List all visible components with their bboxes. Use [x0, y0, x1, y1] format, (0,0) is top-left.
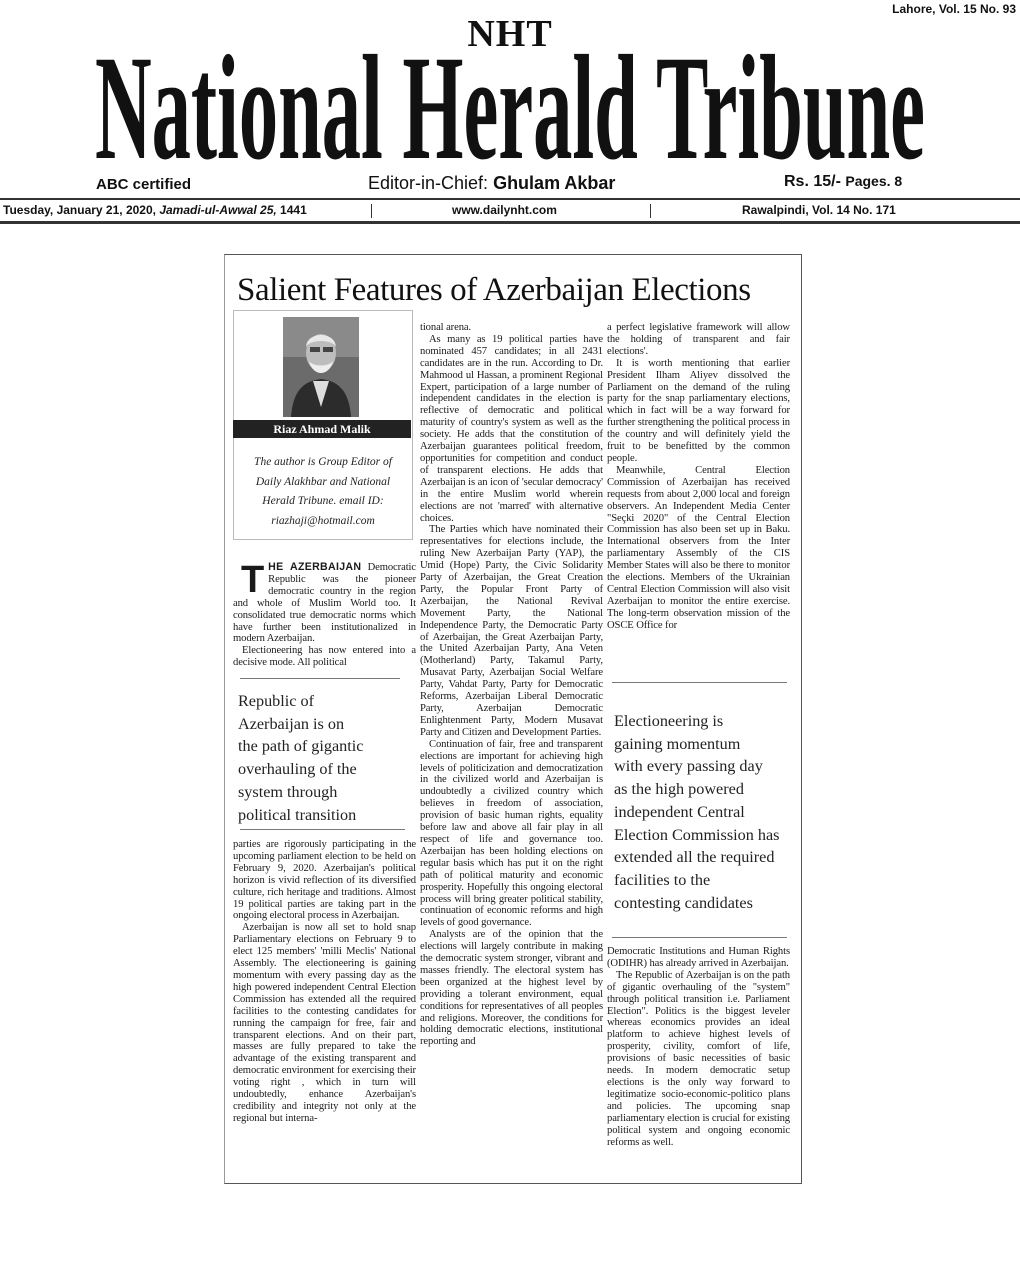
- paragraph: tional arena.: [420, 322, 472, 333]
- lead-paragraph: THE AZERBAIJAN Democratic Republic was the pioneer democratic country in the region and whole of Muslim World too. It consolidated true democratic norms which have further been institutionalized in modern Azerbaijan.: [233, 559, 416, 645]
- editor-label: Editor-in-Chief:: [368, 173, 489, 193]
- editor-name: Ghulam Akbar: [493, 173, 616, 193]
- article-headline: Salient Features of Azerbaijan Elections: [237, 272, 751, 308]
- pull-quote-line: gaining momentum: [614, 734, 741, 753]
- pull-quote-line: extended all the required: [614, 848, 775, 867]
- paragraph: Continuation of fair, free and transparent elections are important for achieving high levels of politicization and democratization in the civilized world and Azerbaijan is undoubtedly a civilized country which believes in freedom of association, provision of basic human rights, equality before law and above all fair play in all respect of life and governance too. Azerbaijan has been holding elections on regular basis which has put it on the right path of political maturity and economic prosperity. Hopefully this ongoing electoral process will bring greater political stability, continuation of economic reforms and high levels of good governance.: [420, 738, 603, 929]
- pull-quote-line: facilities to the: [614, 870, 711, 889]
- paragraph: Meanwhile, Central Election Commission of Azerbaijan has received requests from about 2,000 local and foreign observers. An Independent Media Center "Seçki 2020" of the Central Election Commission has also been set up in Baku. International observers from the Inter parliamentary Assembly of the CIS Member States will also be there to monitor the elections. Members of the Ukrainian Central Election Commission will also visit Azerbaijan to monitor the entire exercise. The long-term observation mission of the OSCE Office for: [607, 464, 790, 631]
- masthead-rule-bottom: [0, 221, 1020, 224]
- pull-quote-1: [238, 690, 363, 826]
- paragraph: Democratic Institutions and Human Rights (ODIHR) has already arrived in Azerbaijan.: [607, 946, 790, 969]
- pull-quote-rule: [612, 937, 787, 938]
- paragraph: The Parties which have nominated their representatives for elections include, the ruling New Azerbaijan Party (YAP), the Umid (Hope) Party, the Civic Solidarity Party of Azerbaijan, the Great Creation Party, the Popular Front Party of Azerbaijan, the National Revival Movement Party, the National Independence Party, the Democratic Party of Azerbaijan, the Great Azerbaijan Party, the United Azerbaijan Party, Ana Veten (Motherland) Party, Takamul Party, Musavat Party, Azerbaijan Social Welfare Party, Vahdat Party, Party for Democratic Reforms, Azerbaijan Liberal Democratic Party, Azerbaijan Democratic Enlightenment Party, Modern Musavat Party and Citizen and Development Parties.: [420, 524, 603, 738]
- paragraph: The Republic of Azerbaijan is on the path of gigantic overhauling of the "system" through political transition i.e. Parliament Election". Politics is the biggest leveler whereas economics provides an ideal platform to achieve highest levels of prosperity, civility, comfort of life, provisions of basic necessities of basic needs. In modern democratic setup elections is the only way forward to legitimatize socio-economic-politico plans and policies. The upcoming snap parliamentary election is crucial for existing political system and ongoing economic reforms as well.: [607, 969, 790, 1148]
- pull-quote-rule: [612, 682, 787, 683]
- editor-in-chief: [368, 173, 615, 194]
- paragraph: As many as 19 political parties have nominated 457 candidates; in all 2431 candidates are in the run. According to Dr. Mahmood ul Hassan, a prominent Regional Expert, participation of a large number of independent candidates in the election is reflective of democratic and political maturity of country's system as well as the society. He adds that the constitution of Azerbaijan guarantees political freedom, opportunities for competition and conduct of transparent elections. He adds that Azerbaijan is an icon of 'secular democracy' in the entire Muslim world wherein elections are not 'marred' with alternative choices.: [420, 333, 603, 524]
- divider: [371, 204, 372, 218]
- masthead-title-text: National Herald Tribune: [95, 44, 925, 168]
- pull-quote-line: as the high powered: [614, 780, 744, 799]
- drop-cap: T: [241, 559, 265, 601]
- masthead-title-logo: [95, 44, 925, 168]
- pull-quote-line: overhauling of the: [238, 760, 357, 779]
- pull-quote-rule: [240, 829, 405, 830]
- pull-quote-line: political transition: [238, 805, 357, 824]
- masthead-title: [95, 44, 925, 168]
- paragraph: a perfect legislative framework will allow the holding of transparent and fair elections'.: [607, 322, 790, 357]
- pull-quote-2: [614, 710, 779, 914]
- price-and-pages: [784, 173, 902, 191]
- pull-quote-rule: [240, 678, 400, 679]
- pull-quote-line: Electioneering is: [614, 712, 724, 730]
- pull-quote-line: Azerbaijan is on: [238, 714, 345, 733]
- pull-quote-line: Election Commission has: [614, 825, 780, 844]
- author-name: Riaz Ahmad Malik: [233, 420, 411, 438]
- website-link[interactable]: www.dailynht.com: [452, 203, 557, 217]
- column-2: [420, 322, 603, 1048]
- lead-caps: HE AZERBAIJAN: [268, 561, 362, 573]
- volume-number-rawalpindi: Rawalpindi, Vol. 14 No. 171: [742, 203, 896, 217]
- date: Tuesday, January 21, 2020, Jamadi-ul-Awwal 25, 1441: [3, 203, 307, 217]
- volume-number-lahore: Lahore, Vol. 15 No. 93: [892, 2, 1016, 16]
- author-photo: [283, 317, 359, 417]
- pull-quote-line: with every passing day: [614, 757, 763, 776]
- column-3-bottom: [607, 946, 790, 1148]
- price: Rs. 15/-: [784, 173, 841, 190]
- column-3-top: [607, 322, 790, 632]
- pull-quote-line: system through: [238, 782, 338, 801]
- paragraph: It is worth mentioning that earlier President Ilham Aliyev dissolved the Parliament on the demand of the ruling party for the snap parliamentary elections, which in fact will be a way forward for further strengthening the political process in the country and will definitely yield the fruit to be benefitted by the common people.: [607, 357, 790, 464]
- author-photo-image: [283, 317, 359, 417]
- column-1-top: [233, 559, 416, 669]
- dateline: [0, 202, 1020, 218]
- paragraph: Analysts are of the opinion that the elections will largely contribute in making the democratic system stronger, vibrant and masses friendly. The electoral system has been organized at the highest level by providing a tolerant environment, equal conditions for representatives of all peoples and religions. Moreover, the conditions for holding democratic elections, institutional reporting and: [420, 929, 603, 1048]
- paragraph: parties are rigorously participating in the upcoming parliament election to be held on February 9, 2020. Azerbaijan's political horizon is vivid reflection of its diversified culture, rich heritage and traditions. Almost 19 political parties are taking part in the ongoing electoral process in Azerbaijan.: [233, 839, 416, 922]
- pull-quote-line: Republic of: [238, 692, 314, 710]
- hijri-date: Jamadi-ul-Awwal 25,: [159, 203, 277, 217]
- column-1-bottom: [233, 839, 416, 1125]
- author-bio: The author is Group Editor of Daily Alakhbar and National Herald Tribune. email ID: riazhaji@hotmail.com: [254, 456, 392, 527]
- pull-quote-line: the path of gigantic: [238, 737, 364, 756]
- pull-quote-line: independent Central: [614, 802, 745, 821]
- pages: Pages. 8: [845, 173, 903, 189]
- masthead-rule-top: [0, 198, 1020, 200]
- divider: [650, 204, 651, 218]
- abc-certified: ABC certified: [96, 176, 192, 193]
- masthead-abbreviation: NHT: [467, 13, 553, 55]
- paragraph: Electioneering has now entered into a decisive mode. All political: [233, 645, 416, 669]
- paragraph: Azerbaijan is now all set to hold snap Parliamentary elections on February 9 to elect 125 members' 'milli Meclis' National Assembly. The electioneering is gaining momentum with every passing day as the high powered independent Central Election Commission has extended all the required facilities to the contesting candidates for running the campaign for free, fair and transparent elections. And on their part, masses are fully prepared to take the advantage of the existing transparent and democratic environment for exercising their voting right , which in turn will undoubtedly, enhance Azerbaijan's credibility and integrity not only at the regional but interna-: [233, 922, 416, 1124]
- pull-quote-line: contesting candidates: [614, 893, 753, 912]
- hijri-year: 1441: [280, 203, 307, 217]
